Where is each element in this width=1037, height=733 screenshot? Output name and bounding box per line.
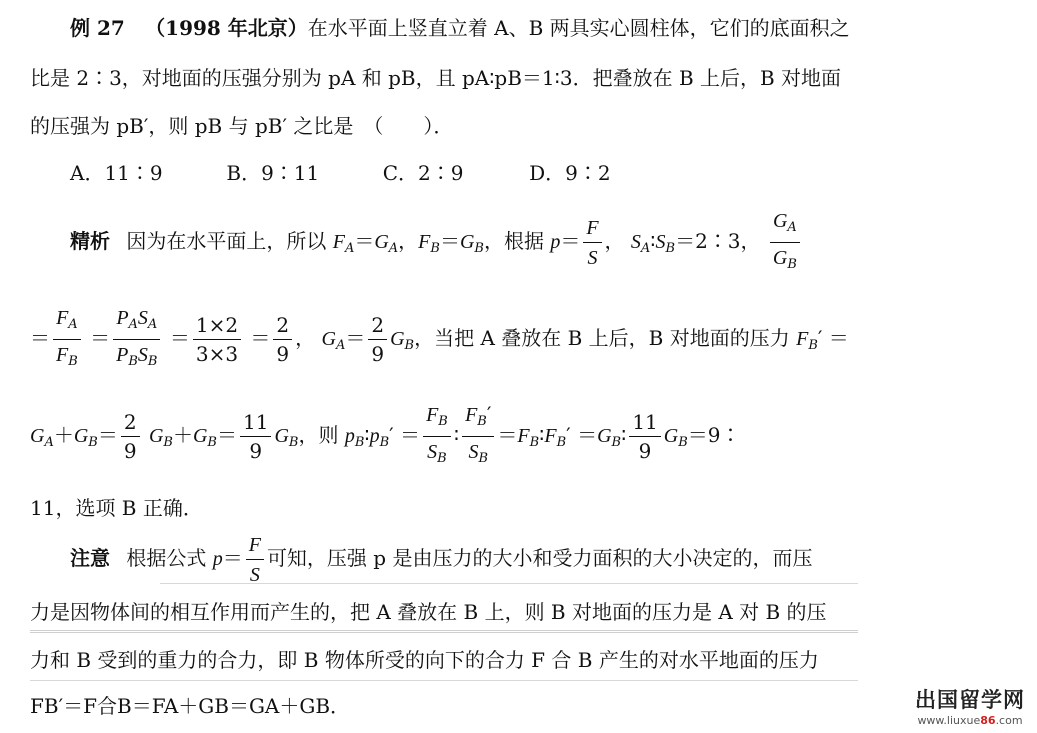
note-line-3: 力和 B 受到的重力的合力，即 B 物体所受的向下的合力 F 合 B 产生的对水平地面的压力 [30, 648, 819, 672]
note-line-4: FB′＝F合B＝FA＋GB＝GA＋GB． [30, 694, 351, 718]
note-label: 注意 [70, 546, 110, 570]
analysis-then: ，则 [298, 423, 339, 447]
analysis-line-3: $G_A+G_B=$ $\frac{2}{9}$ $G_B+G_B=$ $\frac{11}{9}$ $G_B$，则 $p_B∶p_B'$ ＝ $\frac{F_B}{S_B}$ ∶ $\frac{F_B'}{S_B}$ $=F_B∶F_B'$ $=G_B∶$ $\frac{11}{9}$ $G_B=9∶$ [30, 402, 741, 466]
problem-label: 例 27 [70, 16, 125, 40]
problem-text-1: 在水平面上竖直立着 A、B 两具实心圆柱体，它们的底面积之 [307, 16, 850, 40]
problem-line-3: 的压强为 pB′，则 pB 与 pB′ 之比是 （ ）． [30, 114, 454, 138]
fraction-f-over-s: $\frac{F}{S}$ [583, 213, 601, 272]
note-fraction-f-over-s: $\frac{F}{S}$ [246, 530, 264, 589]
watermark-title: 出国留学网 [915, 688, 1025, 712]
problem-line-1 [70, 12, 850, 41]
note-text-1: 可知，压强 p 是由压力的大小和受力面积的大小决定的，而压 [266, 546, 813, 570]
analysis-according: ，根据 [483, 229, 544, 253]
watermark-logo [915, 684, 1025, 727]
analysis-line2-text: ，当把 A 叠放在 B 上后，B 对地面的压力 [414, 326, 790, 350]
options-row [70, 157, 669, 186]
analysis-line-1: 精析 因为在水平面上，所以 $F_A=G_A$，$F_B=G_B$，根据 p＝ $\frac{F}{S}$ ， $S_A∶S_B=2∶3$， $\frac{G_A}{G_B}$ [70, 206, 803, 279]
note-intro: 根据公式 [126, 546, 207, 570]
option-b: B．9∶11 [226, 161, 320, 185]
option-c: C．2∶9 [382, 161, 464, 185]
analysis-line-4: 11，选项 B 正确． [30, 496, 203, 520]
divider-2 [30, 630, 858, 633]
analysis-line-2: ＝ $\frac{F_A}{F_B}$ ＝ $\frac{P_AS_A}{P_BS_B}$ ＝ $\frac{1\times 2}{3\times 3}$ ＝ $\frac{2}{9}$ ， $G_A=$ $\frac{2}{9}$ $G_B$，当把 A 叠放在 B 上后，B 对地面的压力 $F_B'$ ＝ [30, 303, 849, 376]
note-line-1: 注意 根据公式 p＝ $\frac{F}{S}$ 可知，压强 p 是由压力的大小和受力面积的大小决定的，而压 [70, 530, 812, 589]
divider-1 [160, 583, 858, 584]
divider-3 [30, 680, 858, 681]
problem-line-2: 比是 2∶3，对地面的压强分别为 pA 和 pB，且 pA∶pB＝1∶3．把叠放在 B 上后，B 对地面 [30, 66, 842, 90]
problem-source: （1998 年北京） [145, 16, 308, 40]
option-d: D．9∶2 [529, 161, 611, 185]
fraction-ga-over-gb: $\frac{G_A}{G_B}$ [770, 206, 800, 279]
watermark-url: www.liuxue86.com [917, 714, 1023, 727]
analysis-label: 精析 [70, 229, 110, 253]
option-a: A．11∶9 [70, 161, 163, 185]
note-line-2: 力是因物体间的相互作用而产生的，把 A 叠放在 B 上，则 B 对地面的压力是 A 对 B 的压 [30, 600, 827, 624]
analysis-intro: 因为在水平面上，所以 [126, 229, 327, 253]
